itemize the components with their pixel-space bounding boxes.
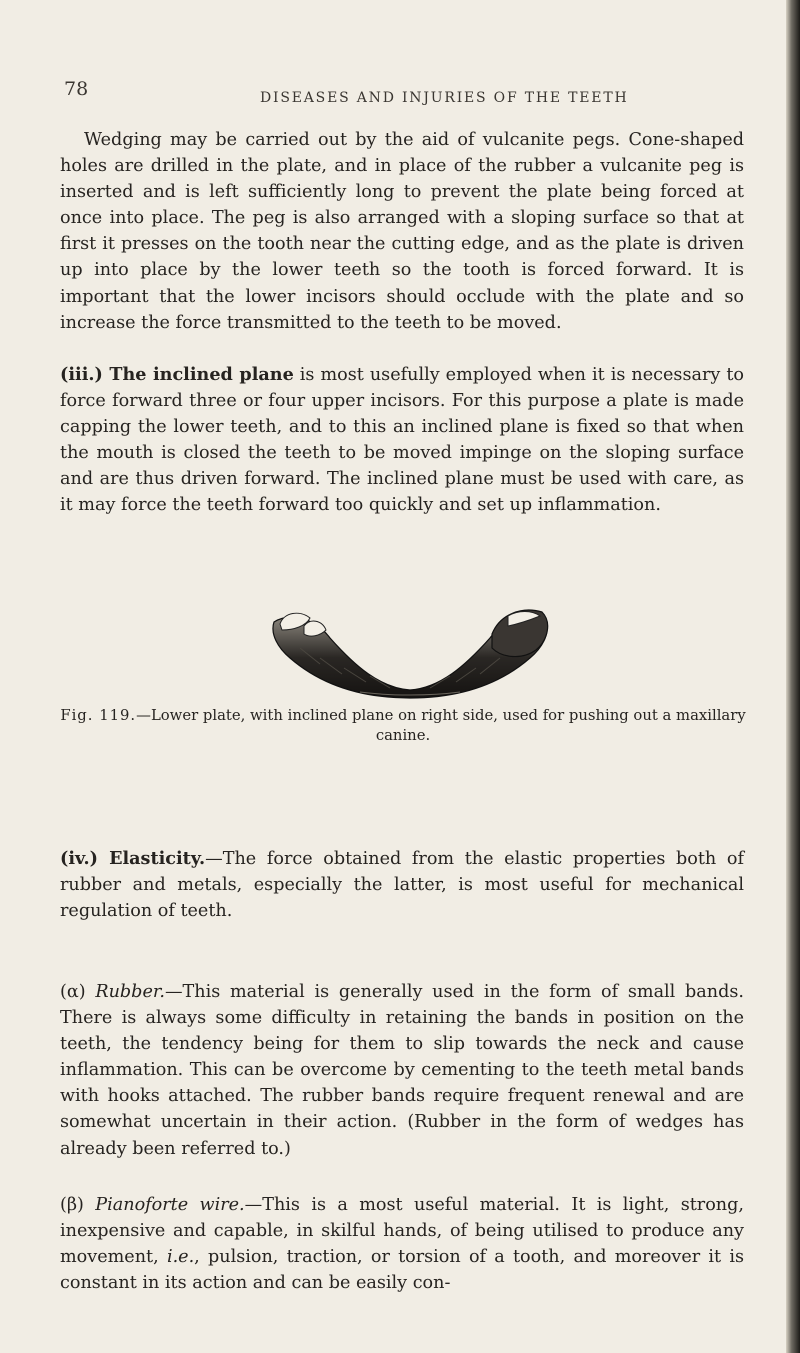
paragraph-rubber — [60, 979, 744, 1162]
paragraph-inclined-plane-text: is most usefully employed when it is necessary to force forward three or four upper incisors. For this purpose a plate is made capping the lower teeth, and to this an inclined plane is fixed so that when the mouth is closed the teeth to be moved impinge on the sloping surface and are thus driven forward. The inclined plane must be used with care, as it may force the teeth forward too quickly and set up inflammation. — [60, 365, 744, 516]
subsection-marker-beta: (β) — [60, 1195, 96, 1215]
paragraph-pianoforte-wire — [60, 1192, 744, 1296]
page-header — [60, 78, 760, 112]
figure-label: Fig. 119. — [60, 707, 137, 724]
page-edge-shadow — [786, 0, 800, 1353]
paragraph-elasticity — [60, 846, 744, 924]
subsection-term-pianoforte-wire: Pianoforte wire. — [95, 1195, 245, 1215]
figure-caption-text: —Lower plate, with inclined plane on right side, used for pushing out a maxillary canine. — [136, 707, 746, 744]
figure-lower-plate — [260, 604, 560, 700]
paragraph-inclined-plane — [60, 362, 744, 519]
paragraph-pianoforte-text-b: , pulsion, traction, or torsion of a tooth, and moreover it is constant in its action and can be easily con- — [60, 1247, 744, 1294]
page-number: 78 — [64, 78, 89, 100]
section-heading-elasticity: (iv.) Elasticity. — [60, 848, 206, 869]
subsection-marker-alpha: (α) — [60, 982, 96, 1002]
section-heading-inclined-plane: (iii.) The inclined plane — [60, 364, 294, 385]
paragraph-rubber-text: —This material is generally used in the form of small bands. There is always some difficulty in retaining the bands in position on the teeth, the tendency being for them to slip towards the neck and cause inflammation. This can be overcome by cementing to the teeth metal bands with hooks attached. The rubber bands require frequent renewal and are somewhat uncertain in their action. (Rubber in the form of wedges has already been referred to.) — [60, 982, 745, 1159]
paragraph-elasticity-text: —The force obtained from the elastic properties both of rubber and metals, especially the latter, is most useful for mechanical regulation of teeth. — [60, 849, 744, 922]
paragraph-pianoforte-text-a: —This is a most useful material. It is light, strong, inexpensive and capable, in skilful hands, of being utilised to produce any movement, — [60, 1195, 744, 1268]
figure-caption — [60, 706, 746, 746]
abbreviation-ie: i.e. — [166, 1247, 195, 1268]
lower-plate-illustration — [260, 604, 560, 700]
subsection-term-rubber: Rubber. — [95, 982, 165, 1002]
paragraph-vulcanite-pegs: Wedging may be carried out by the aid of vulcanite pegs. Cone-shaped holes are drilled in the plate, and in place of the rubber a vulcanite peg is inserted and is left sufficiently long to prevent the plate being forced at once into place. The peg is also arranged with a sloping surface so that at first it presses on the tooth near the cutting edge, and as the plate is driven up into place by the lower teeth so the tooth is forced forward. It is important that the lower incisors should occlude with the plate and so increase the force transmitted to the teeth to be moved. — [60, 130, 744, 333]
running-title: DISEASES AND INJURIES OF THE TEETH — [260, 90, 629, 106]
